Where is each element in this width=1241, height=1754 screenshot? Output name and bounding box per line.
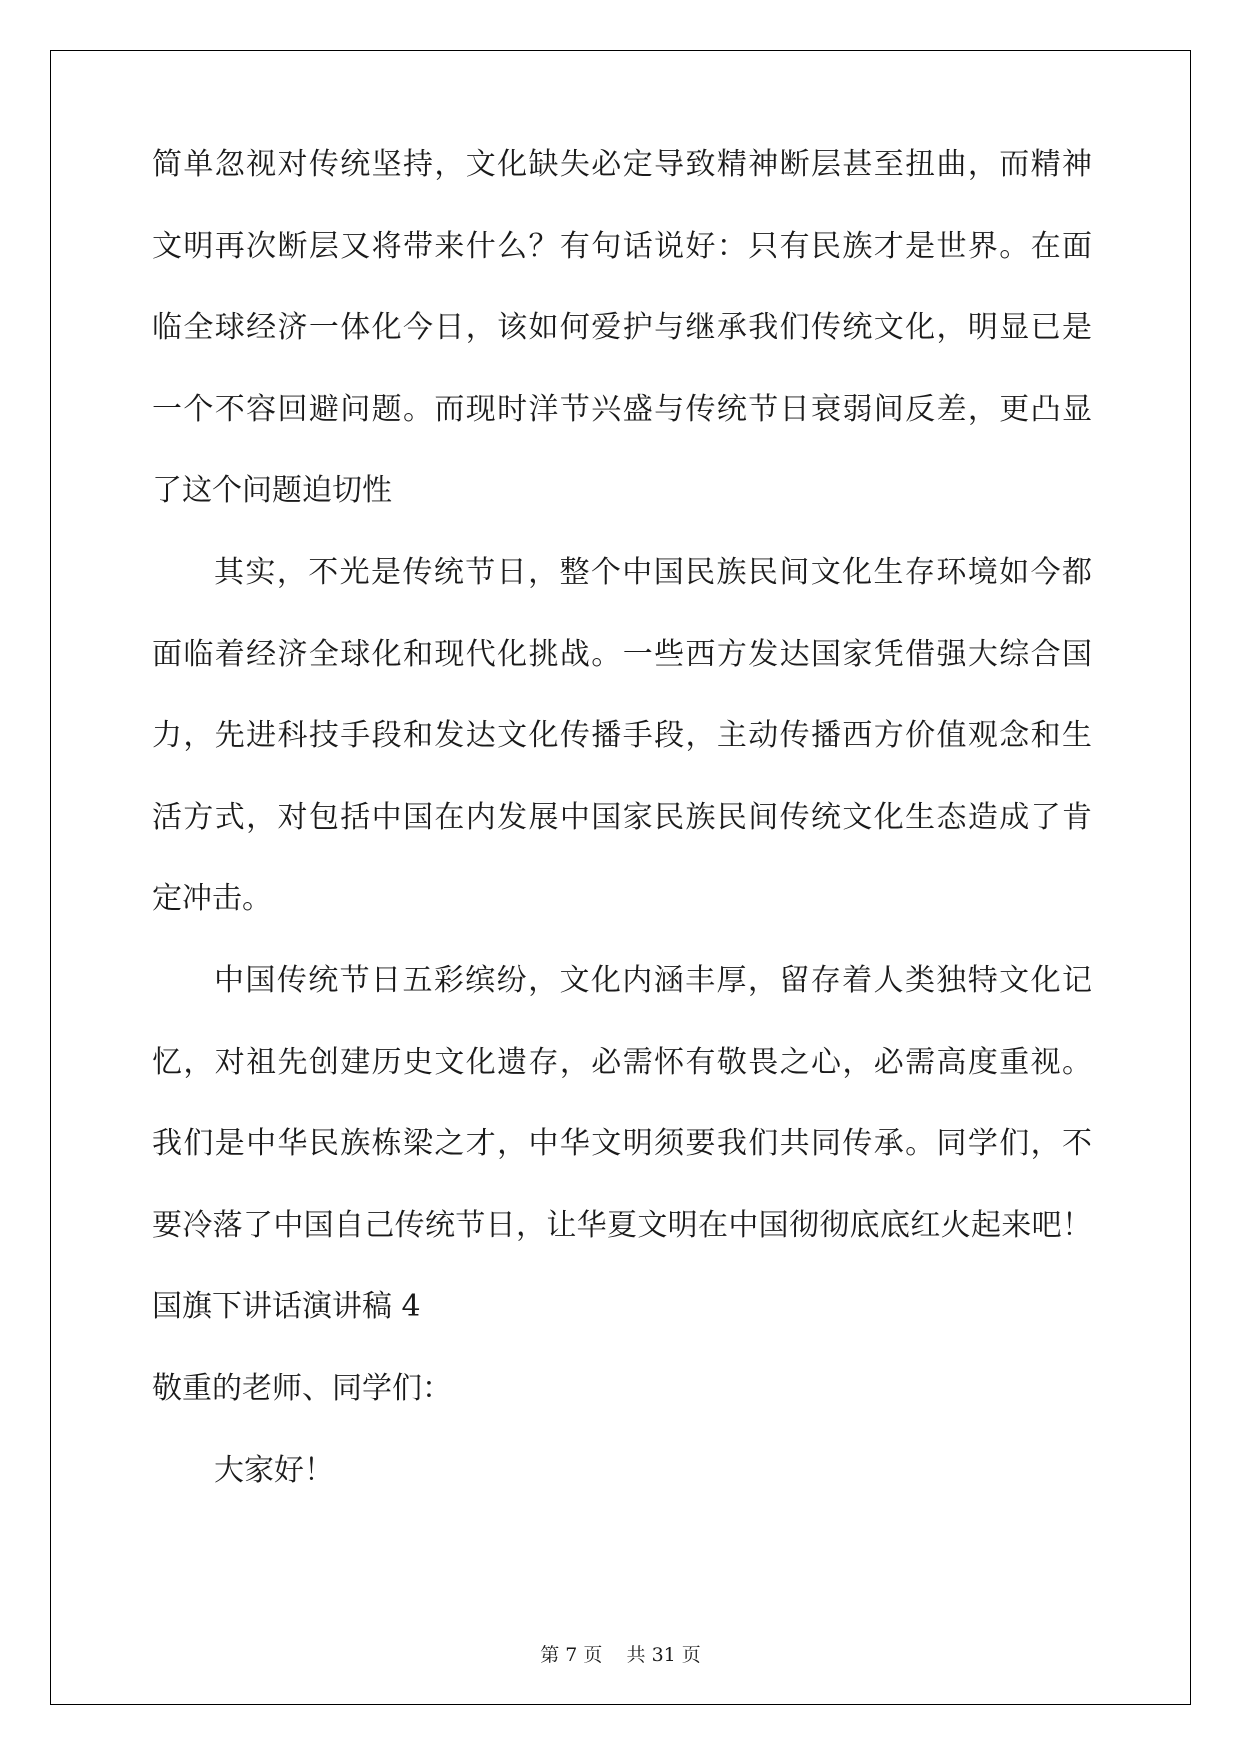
paragraph-line: 忆，对祖先创建历史文化遗存，必需怀有敬畏之心，必需高度重视。 — [152, 1044, 1092, 1080]
paragraph-line: 定冲击。 — [152, 881, 272, 917]
page-footer — [0, 1640, 1241, 1667]
paragraph-line: 其实，不光是传统节日，整个中国民族民间文化生存环境如今都 — [214, 554, 1092, 590]
paragraph-line: 简单忽视对传统坚持，文化缺失必定导致精神断层甚至扭曲，而精神 — [152, 147, 1092, 182]
document-body — [152, 147, 1092, 1537]
paragraph-line: 了这个问题迫切性 — [152, 473, 392, 509]
paragraph-line: 活方式，对包括中国在内发展中国家民族民间传统文化生态造成了肯 — [152, 799, 1092, 835]
paragraph-line: 要冷落了中国自己传统节日，让华夏文明在中国彻彻底底红火起来吧！ — [152, 1207, 1092, 1243]
paragraph-line: 力，先进科技手段和发达文化传播手段，主动传播西方价值观念和生 — [152, 718, 1092, 754]
salutation: 敬重的老师、同学们： — [152, 1370, 452, 1406]
page-number: 第 7 页 共 31 页 — [540, 1644, 701, 1666]
greeting: 大家好！ — [214, 1452, 334, 1488]
paragraph-line: 文明再次断层又将带来什么？有句话说好：只有民族才是世界。在面 — [152, 228, 1092, 264]
section-title: 国旗下讲话演讲稿 4 — [152, 1289, 421, 1325]
paragraph-line: 临全球经济一体化今日，该如何爱护与继承我们传统文化，明显已是 — [152, 310, 1092, 346]
paragraph-line: 面临着经济全球化和现代化挑战。一些西方发达国家凭借强大综合国 — [152, 636, 1092, 672]
paragraph-line: 中国传统节日五彩缤纷，文化内涵丰厚，留存着人类独特文化记 — [214, 962, 1092, 998]
paragraph-line: 一个不容回避问题。而现时洋节兴盛与传统节日衰弱间反差，更凸显 — [152, 391, 1092, 427]
paragraph-line: 我们是中华民族栋梁之才，中华文明须要我们共同传承。同学们，不 — [152, 1126, 1092, 1162]
